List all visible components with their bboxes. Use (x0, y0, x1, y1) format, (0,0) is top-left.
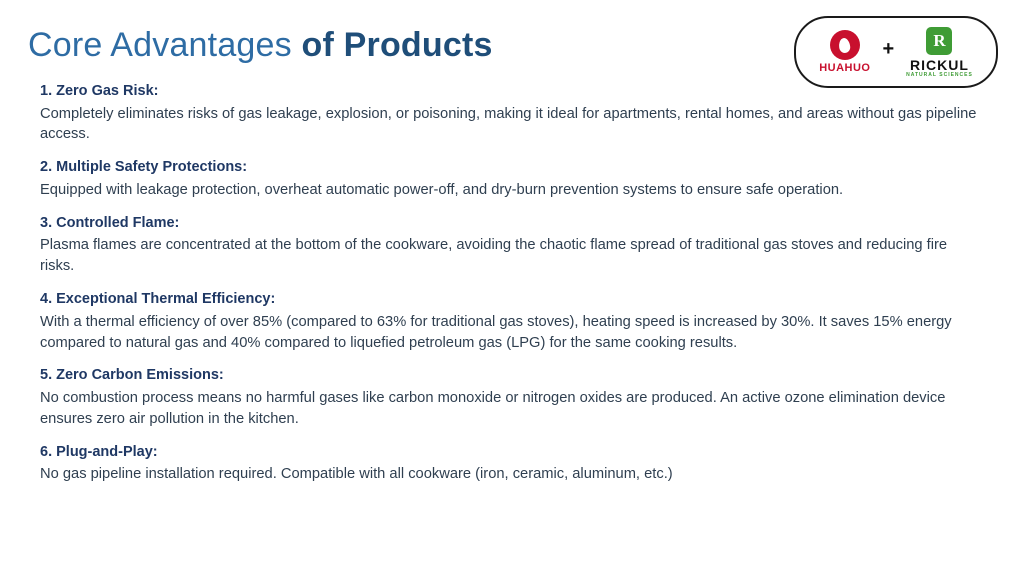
rickul-logo (906, 27, 973, 78)
list-item-body: No combustion process means no harmful gases like carbon monoxide or nitrogen oxides are produced. An active ozone elimination device ensures zero air pollution in the kitchen. (40, 389, 946, 427)
list-item-body: With a thermal efficiency of over 85% (compared to 63% for traditional gas stoves), heating speed is increased by 30%. It saves 15% energy compared to natural gas and 40% compared to liquefied petroleum gas (LPG) for the same cooking results. (40, 313, 952, 351)
list-item (40, 443, 978, 485)
list-item-body: Completely eliminates risks of gas leakage, explosion, or poisoning, making it ideal for apartments, rental homes, and areas without gas pipeline access. (40, 105, 977, 143)
list-item-heading: 6. Plug-and-Play: (40, 443, 158, 460)
list-item-heading: 2. Multiple Safety Protections: (40, 159, 248, 176)
list-item (40, 290, 978, 353)
page-title-bold: of Products (301, 26, 493, 64)
huahuo-logo (819, 30, 870, 74)
leaf-icon: R (926, 27, 952, 55)
brand-logo-lockup (794, 16, 998, 88)
list-item (40, 82, 978, 145)
page-title-light: Core Advantages (28, 26, 302, 64)
rickul-logo-text: RICKUL (910, 56, 969, 73)
list-item-body: Plasma flames are concentrated at the bottom of the cookware, avoiding the chaotic flame spread of traditional gas stoves and reducing fire risks. (40, 237, 948, 275)
plus-icon: + (882, 37, 895, 60)
list-item-heading: 5. Zero Carbon Emissions: (40, 367, 224, 384)
list-item-body: Equipped with leakage protection, overheat automatic power-off, and dry-burn prevention systems to ensure safe operation. (40, 181, 844, 198)
list-item-body: No gas pipeline installation required. Compatible with all cookware (iron, ceramic, aluminum, etc.) (40, 466, 673, 483)
list-item-heading: 4. Exceptional Thermal Efficiency: (40, 291, 276, 308)
list-item (40, 366, 978, 429)
list-item (40, 214, 978, 277)
flame-icon (830, 30, 860, 60)
list-item-heading: 1. Zero Gas Risk: (40, 83, 159, 99)
advantages-list (40, 82, 978, 485)
rickul-logo-tagline: NATURAL SCIENCES (906, 71, 973, 78)
list-item-heading: 3. Controlled Flame: (40, 214, 180, 231)
list-item (40, 158, 978, 200)
huahuo-logo-text: HUAHUO (819, 62, 871, 74)
page-title (28, 26, 493, 65)
